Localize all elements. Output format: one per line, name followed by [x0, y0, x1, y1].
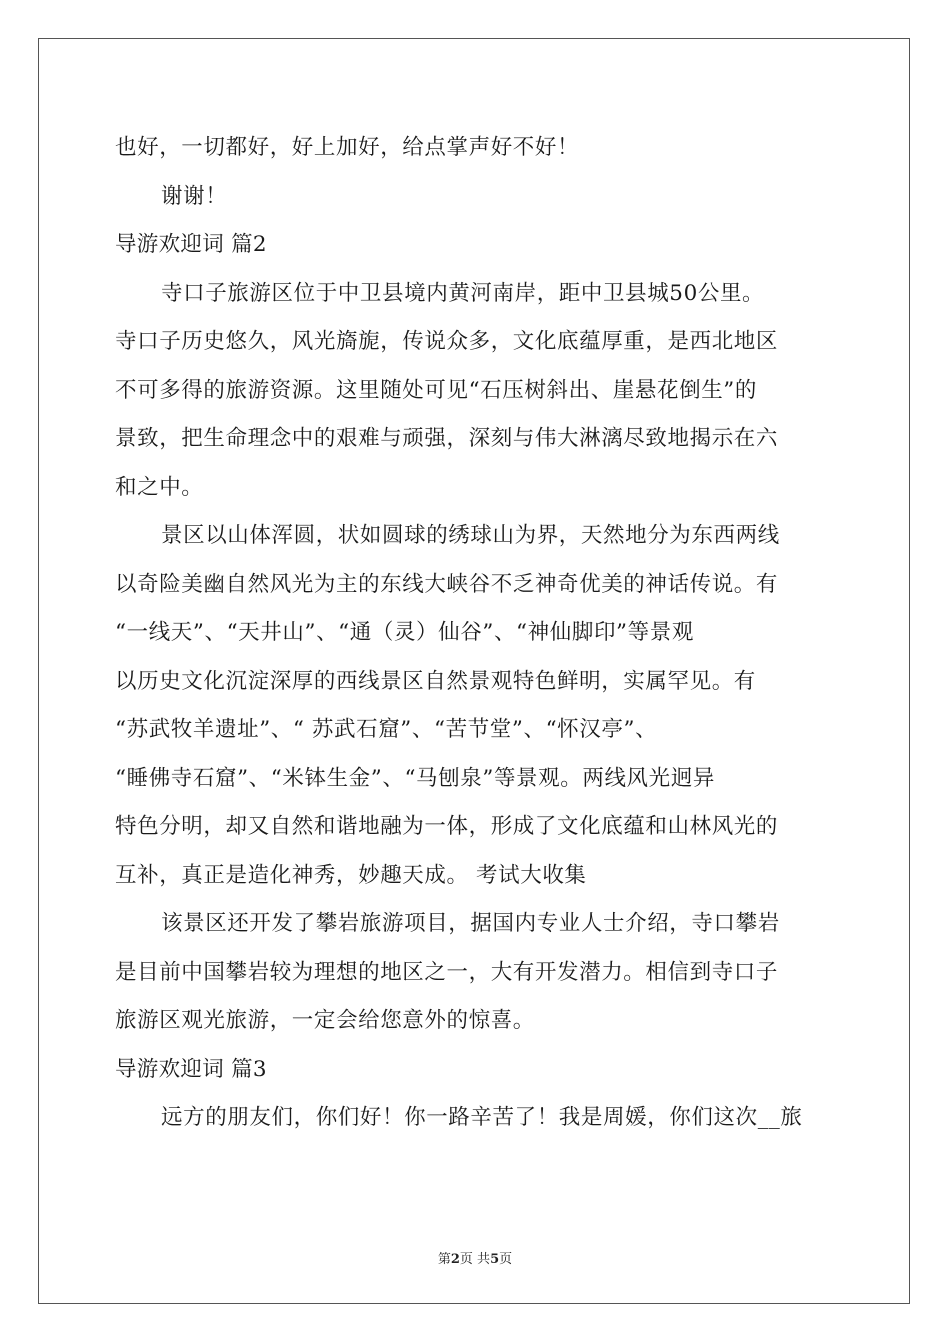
text-line: 以奇险美幽自然风光为主的东线大峡谷不乏神奇优美的神话传说。有: [115, 571, 779, 597]
footer-suffix: 页: [499, 1252, 513, 1267]
text-line: 远方的朋友们，你们好！你一路辛苦了！我是周媛，你们这次__旅: [161, 1105, 803, 1130]
section-heading: 导游欢迎词 篇2: [115, 232, 267, 257]
text-line: 谢谢！: [161, 183, 228, 209]
text-line: 景区以山体浑圆，状如圆球的绣球山为界，天然地分为东西两线: [161, 523, 780, 548]
text-line: “睡佛寺石窟”、“米钵生金”、“马刨泉”等景观。两线风光迥异: [115, 765, 715, 791]
current-page-number: 2: [450, 1252, 460, 1267]
text-line: 寺口子旅游区位于中卫县境内黄河南岸，距中卫县城50公里。: [161, 280, 765, 306]
text-line: 该景区还开发了攀岩旅游项目，据国内专业人士介绍，寺口攀岩: [161, 911, 780, 936]
text-line: 寺口子历史悠久，风光旖旎，传说众多，文化底蕴厚重，是西北地区: [115, 329, 779, 354]
text-line: 互补，真正是造化神秀，妙趣天成。 考试大收集: [115, 862, 587, 888]
text-line: “苏武牧羊遗址”、“ 苏武石窟”、“苦节堂”、“怀汉亭”、: [115, 717, 658, 742]
text-line: 特色分明，却又自然和谐地融为一体，形成了文化底蕴和山林风光的: [115, 814, 779, 839]
document-body: [115, 124, 835, 1143]
text-line: 是目前中国攀岩较为理想的地区之一，大有开发潜力。相信到寺口子: [115, 959, 779, 985]
text-line: 也好，一切都好，好上加好，给点掌声好不好！: [115, 135, 580, 160]
text-line: 和之中。: [115, 474, 204, 500]
total-pages-number: 5: [490, 1252, 500, 1267]
text-line: 景致，把生命理念中的艰难与顽强，深刻与伟大淋漓尽致地揭示在六: [115, 426, 779, 451]
section-heading: 导游欢迎词 篇3: [115, 1056, 267, 1082]
footer-prefix: 第: [437, 1252, 451, 1267]
footer-middle: 页 共: [459, 1252, 491, 1267]
text-line: 以历史文化沉淀深厚的西线景区自然景观特色鲜明，实属罕见。有: [115, 668, 756, 694]
text-line: 不可多得的旅游资源。这里随处可见“石压树斜出、崖悬花倒生”的: [115, 377, 757, 403]
text-line: “一线天”、“天井山”、“通（灵）仙谷”、“神仙脚印”等景观: [115, 620, 694, 645]
page-footer: [0, 1248, 950, 1267]
text-line: 旅游区观光旅游，一定会给您意外的惊喜。: [115, 1008, 535, 1033]
